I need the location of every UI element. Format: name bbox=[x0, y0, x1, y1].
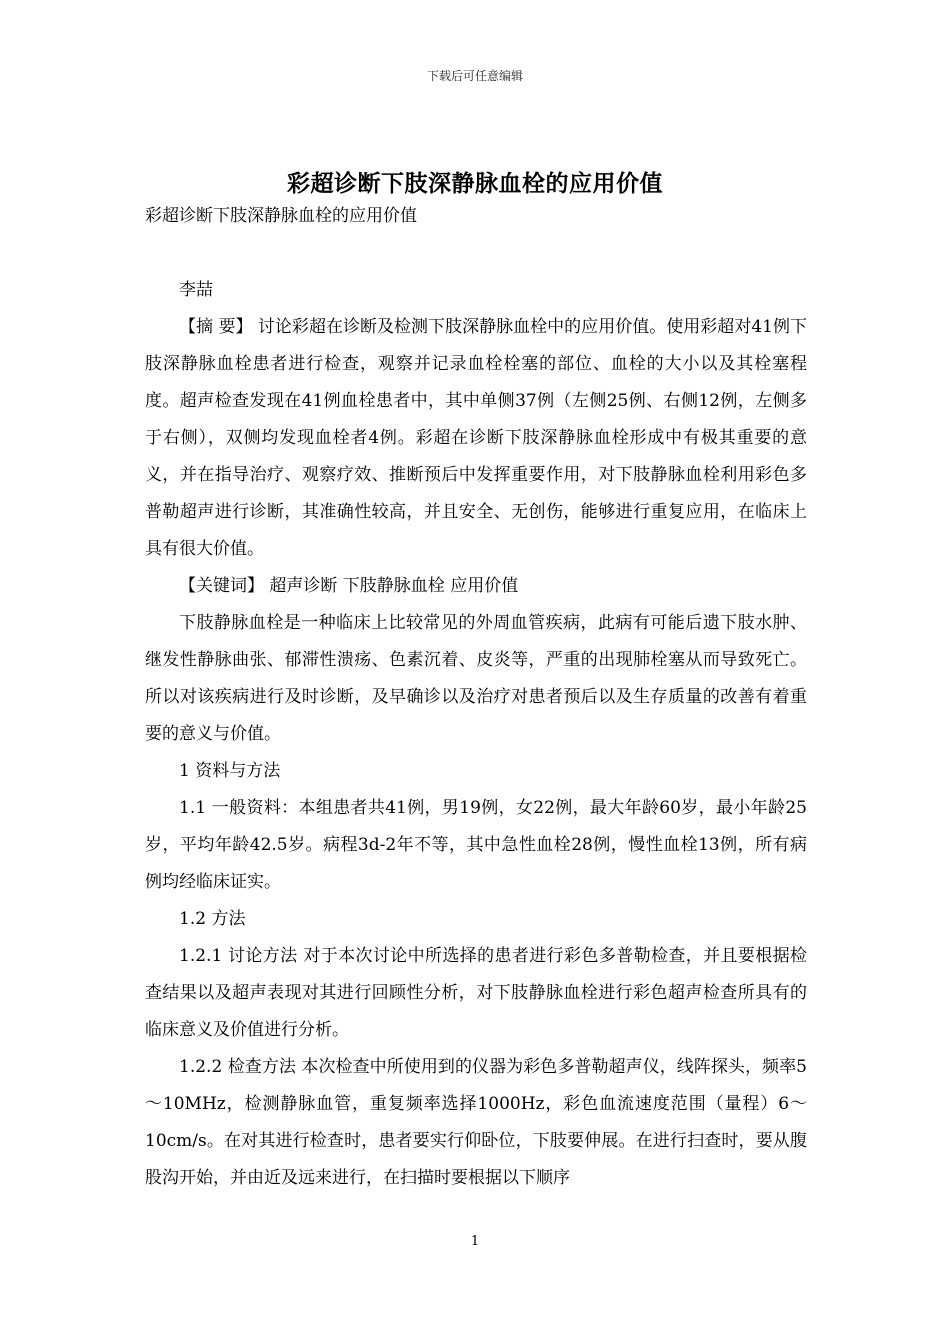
abstract-text: 讨论彩超在诊断及检测下肢深静脉血栓中的应用价值。使用彩超对41例下肢深静脉血栓患者进行检查，观察并记录血栓栓塞的部位、血栓的大小以及其栓塞程度。超声检查发现在41例血栓患者中，其中单侧37例（左侧25例、右侧12例，左侧多于右侧），双侧均发现血栓者4例。彩超在诊断下肢深静脉血栓形成中有极其重要的意义，并在指导治疗、观察疗效、推断预后中发挥重要作用，对下肢静脉血栓利用彩色多普勒超声进行诊断，其准确性较高，并且安全、无创伤，能够进行重复应用，在临床上具有很大价值。 bbox=[145, 317, 807, 559]
abstract-paragraph bbox=[145, 309, 807, 568]
section-1-2-heading: 1.2 方法 bbox=[179, 909, 246, 929]
abstract-label: 【摘 要】 bbox=[179, 317, 253, 337]
document-title: 彩超诊断下肢深静脉血栓的应用价值 bbox=[287, 170, 663, 198]
keywords-paragraph bbox=[145, 568, 807, 605]
section-1-2-2-paragraph: 1.2.2 检查方法 本次检查中所使用到的仪器为彩色多普勒超声仪，线阵探头，频率5～10MHz，检测静脉血管，重复频率选择1000Hz，彩色血流速度范围（量程）6～10cm/s。在对其进行检查时，患者要实行仰卧位，下肢要伸展。在进行扫查时，要从腹股沟开始，并由近及远来进行，在扫描时要根据以下顺序 bbox=[145, 1057, 807, 1188]
intro-paragraph: 下肢静脉血栓是一种临床上比较常见的外周血管疾病，此病有可能后遗下肢水肿、继发性静脉曲张、郁滞性溃疡、色素沉着、皮炎等，严重的出现肺栓塞从而导致死亡。所以对该疾病进行及时诊断，及早确诊以及治疗对患者预后以及生存质量的改善有着重要的意义与价值。 bbox=[145, 613, 807, 744]
section-1-1-paragraph: 1.1 一般资料：本组患者共41例，男19例，女22例，最大年龄60岁，最小年龄25岁，平均年龄42.5岁。病程3d-2年不等，其中急性血栓28例，慢性血栓13例，所有病例均经临床证实。 bbox=[145, 798, 807, 892]
document-subtitle: 彩超诊断下肢深静脉血栓的应用价值 bbox=[145, 206, 417, 226]
section-1-2-1-paragraph: 1.2.1 讨论方法 对于本次讨论中所选择的患者进行彩色多普勒检查，并且要根据检查结果以及超声表现对其进行回顾性分析，对下肢静脉血栓进行彩色超声检查所具有的临床意义及价值进行分析。 bbox=[145, 946, 807, 1040]
keywords-text: 超声诊断 下肢静脉血栓 应用价值 bbox=[264, 576, 519, 596]
page-number: 1 bbox=[470, 1234, 480, 1249]
author-name: 李喆 bbox=[179, 280, 213, 300]
page-header: 下载后可任意编辑 bbox=[426, 69, 523, 83]
keywords-label: 【关键词】 bbox=[179, 576, 264, 596]
section-1-heading: 1 资料与方法 bbox=[179, 761, 281, 781]
document-body bbox=[145, 198, 807, 1197]
